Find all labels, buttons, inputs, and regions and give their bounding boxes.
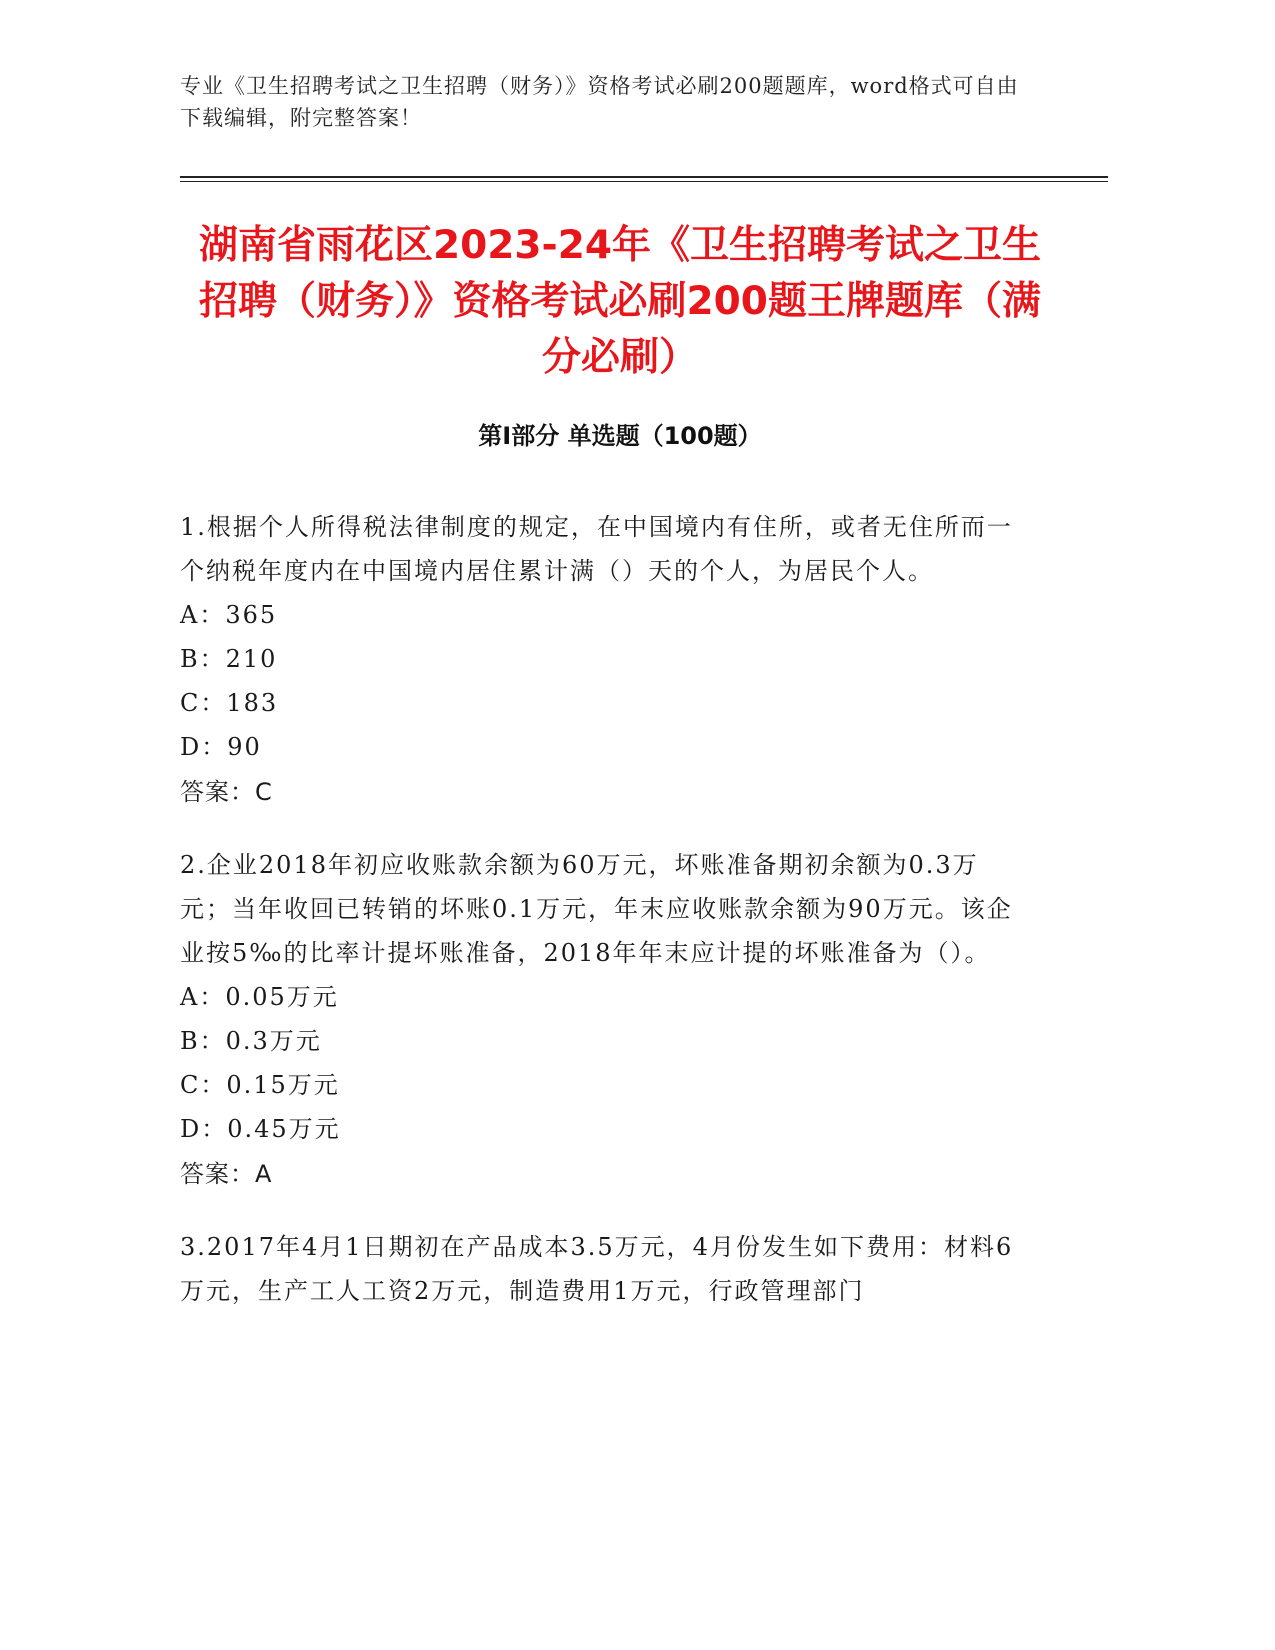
option-c: C：183 xyxy=(180,689,279,717)
question-2 xyxy=(180,843,1030,1197)
question-3 xyxy=(180,1225,1030,1313)
option-a: A：365 xyxy=(180,601,278,629)
question-1 xyxy=(180,505,1030,815)
option-b: B：0.3万元 xyxy=(180,1027,322,1055)
option-c: C：0.15万元 xyxy=(180,1071,340,1099)
option-d: D：0.45万元 xyxy=(180,1115,341,1143)
option-b: B：210 xyxy=(180,645,278,673)
question-text: 1.根据个人所得税法律制度的规定，在中国境内有住所，或者无住所而一个纳税年度内在中国境内居住累计满（）天的个人，为居民个人。 xyxy=(180,513,1013,585)
option-d: D：90 xyxy=(180,733,262,761)
question-list xyxy=(180,505,1030,1341)
question-text: 2.企业2018年初应收账款余额为60万元，坏账准备期初余额为0.3万元；当年收回已转销的坏账0.1万元，年末应收账款余额为90万元。该企业按5‰的比率计提坏账准备，2018年年末应计提的坏账准备为（）。 xyxy=(180,851,1013,967)
header-note: 专业《卫生招聘考试之卫生招聘（财务）》资格考试必刷200题题库，word格式可自由下载编辑，附完整答案！ xyxy=(180,74,1019,130)
header-divider-thick xyxy=(180,176,1108,178)
answer: 答案：A xyxy=(180,1160,273,1188)
option-a: A：0.05万元 xyxy=(180,983,339,1011)
document-title: 湖南省雨花区2023-24年《卫生招聘考试之卫生招聘（财务）》资格考试必刷200题王牌题库（满分必刷） xyxy=(198,223,1041,380)
section-title: 第Ⅰ部分 单选题（100题） xyxy=(478,422,762,450)
question-text: 3.2017年4月1日期初在产品成本3.5万元，4月份发生如下费用：材料6万元，生产工人工资2万元，制造费用1万元，行政管理部门 xyxy=(180,1233,1014,1305)
header-divider-thin xyxy=(180,181,1108,182)
answer: 答案：C xyxy=(180,778,273,806)
